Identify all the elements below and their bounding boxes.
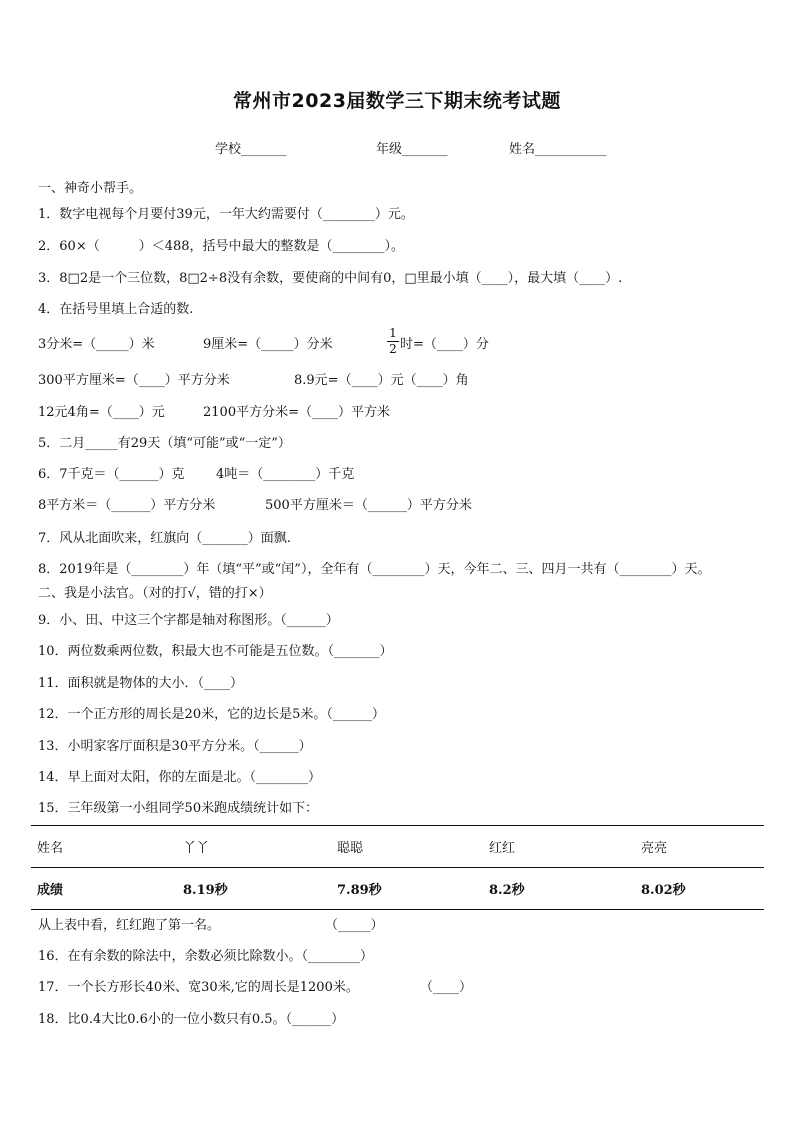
- school-field[interactable]: 学校_______: [215, 142, 287, 157]
- question-18: 18．比0.4大比0.6小的一位小数只有0.5。（______）: [38, 1012, 345, 1027]
- question-4a: 3分米=（_____）米: [38, 337, 155, 352]
- question-1: 1．数字电视每个月要付39元，一年大约需要付（________）元。: [38, 207, 414, 222]
- table-header-cell: 姓名: [31, 826, 177, 868]
- question-4e: 8.9元=（____）元（____）角: [294, 373, 469, 388]
- fraction-denominator: 2: [389, 342, 397, 356]
- table-cell: 7.89秒: [331, 868, 483, 910]
- question-15-conclusion: [38, 917, 758, 937]
- score-table: [31, 825, 764, 910]
- question-11: 11．面积就是物体的大小．（____）: [38, 676, 244, 691]
- question-10: 10．两位数乘两位数，积最大也不可能是五位数。（_______）: [38, 644, 393, 659]
- section-heading-2: 二、我是小法官。（对的打√，错的打×）: [38, 586, 272, 601]
- table-cell: 成绩: [31, 868, 177, 910]
- question-2: 2．60×（ ）＜488，括号中最大的整数是（________）。: [38, 239, 405, 254]
- name-field[interactable]: 姓名___________: [509, 142, 607, 157]
- section-heading-1: 一、神奇小帮手。: [38, 181, 143, 196]
- question-6a: 6．7千克＝（______）克: [38, 467, 185, 482]
- question-4: 4．在括号里填上合适的数.: [38, 302, 194, 317]
- question-15-conclusion-text: 从上表中看，红红跑了第一名。: [38, 918, 221, 933]
- question-4c: 时=（____）分: [400, 337, 489, 352]
- question-15: 15．三年级第一小组同学50米跑成绩统计如下：: [38, 801, 319, 816]
- question-17-answer-blank: （____）: [420, 980, 473, 995]
- question-17: 17．一个长方形长40米、宽30米,它的周长是1200米。: [38, 980, 359, 995]
- fraction-numerator: 1: [387, 326, 399, 342]
- table-header-cell: 聪聪: [331, 826, 483, 868]
- question-12: 12．一个正方形的周长是20米，它的边长是5米。（______）: [38, 707, 385, 722]
- question-7: 7．风从北面吹来，红旗向（_______）面飘.: [38, 531, 291, 546]
- question-4-row-3: [38, 404, 758, 424]
- question-4f: 12元4角=（____）元: [38, 405, 165, 420]
- question-16: 16．在有余数的除法中，余数必须比除数小。（________）: [38, 949, 374, 964]
- question-13: 13．小明家客厅面积是30平方分米。（______）: [38, 739, 312, 754]
- question-6c: 8平方米＝（______）平方分米: [38, 498, 216, 513]
- grade-field[interactable]: 年级_______: [376, 142, 448, 157]
- table-header-cell: 红红: [483, 826, 635, 868]
- question-4d: 300平方厘米=（____）平方分米: [38, 373, 230, 388]
- question-6d: 500平方厘米＝（______）平方分米: [265, 498, 472, 513]
- score-table-header-row: [31, 826, 764, 868]
- question-9: 9．小、田、中这三个字都是轴对称图形。（______）: [38, 613, 339, 628]
- question-4b: 9厘米=（_____）分米: [203, 337, 333, 352]
- table-header-cell: 丫丫: [177, 826, 331, 868]
- question-6-row-2: [38, 497, 758, 517]
- question-4-row-2: [38, 372, 758, 392]
- page-title: 常州市2023届数学三下期末统考试题: [233, 90, 561, 112]
- table-cell: 8.2秒: [483, 868, 635, 910]
- question-4-row-1: [38, 326, 758, 358]
- table-cell: 8.02秒: [635, 868, 764, 910]
- fraction-one-half: [387, 326, 399, 357]
- table-header-cell: 亮亮: [635, 826, 764, 868]
- table-row: [31, 868, 764, 910]
- question-14: 14．早上面对太阳，你的左面是北。（________）: [38, 770, 322, 785]
- question-6b: 4吨＝（________）千克: [216, 467, 355, 482]
- question-5: 5．二月_____有29天（填“可能”或“一定”）: [38, 436, 291, 451]
- question-4g: 2100平方分米=（____）平方米: [203, 405, 390, 420]
- question-15-answer-blank: （_____）: [325, 918, 384, 933]
- question-6-row-1: [38, 466, 758, 486]
- question-8: 8．2019年是（________）年（填“平”或“闰”），全年有（________）天，今年二、三、四月一共有（________）天。: [38, 562, 711, 577]
- question-3: 3．8□2是一个三位数，8□2÷8没有余数，要使商的中间有0，□里最小填（____），最大填（____）.: [38, 271, 623, 286]
- question-17-row: [38, 979, 758, 999]
- table-cell: 8.19秒: [177, 868, 331, 910]
